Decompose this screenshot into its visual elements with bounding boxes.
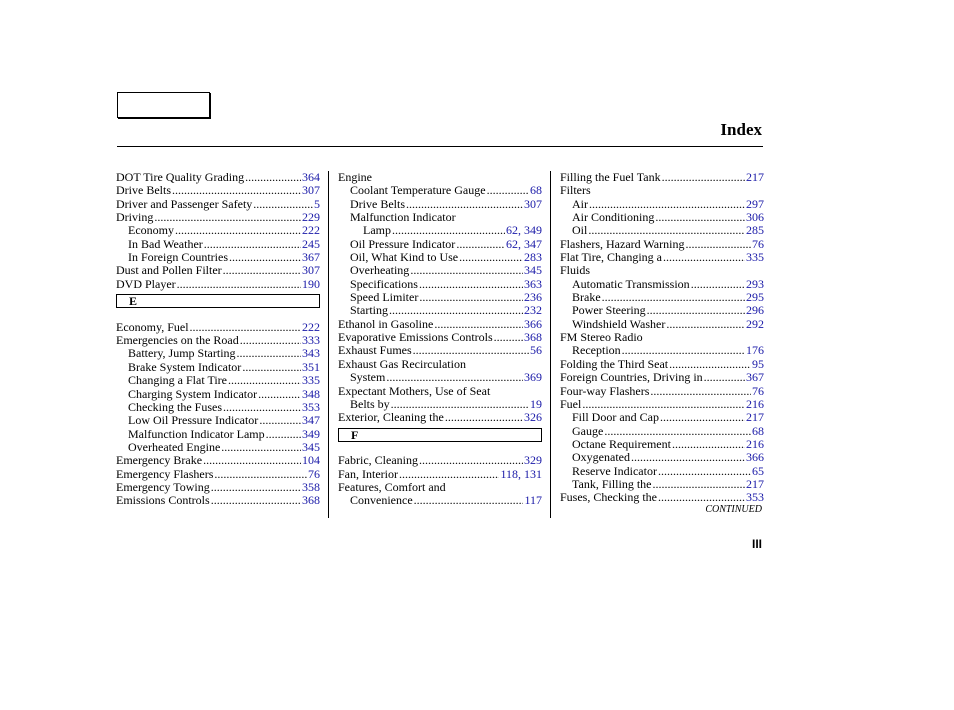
dot-leader bbox=[190, 321, 301, 334]
column-divider-1 bbox=[328, 171, 329, 518]
index-entry bbox=[116, 441, 320, 454]
index-entry bbox=[338, 411, 542, 424]
index-entry bbox=[560, 425, 764, 438]
section-letter: F bbox=[338, 428, 542, 442]
page-reference-link[interactable]: 285 bbox=[746, 223, 764, 238]
dot-leader bbox=[253, 198, 313, 211]
dot-leader bbox=[211, 481, 301, 494]
page-reference-link[interactable]: 222 bbox=[302, 223, 320, 238]
entry-label: Oil bbox=[572, 223, 588, 238]
entry-label: Reception bbox=[572, 343, 621, 358]
page-reference-link[interactable]: 345 bbox=[524, 263, 542, 278]
entry-label: Belts by bbox=[350, 396, 390, 411]
dot-leader bbox=[237, 347, 301, 360]
dot-leader bbox=[691, 278, 745, 291]
section-tab-box bbox=[117, 92, 210, 118]
page-reference-link[interactable]: 5 bbox=[314, 196, 320, 211]
dot-leader bbox=[175, 224, 301, 237]
page-reference-link[interactable]: 118, 131 bbox=[500, 466, 542, 481]
index-entry bbox=[560, 198, 764, 211]
dot-leader bbox=[223, 401, 301, 414]
index-entry bbox=[560, 211, 764, 224]
index-entry bbox=[560, 371, 764, 384]
dot-leader bbox=[419, 454, 523, 467]
section-letter: E bbox=[116, 294, 320, 308]
title-rule bbox=[117, 146, 763, 147]
index-entry bbox=[338, 264, 542, 277]
index-entry bbox=[560, 438, 764, 451]
page-reference-link[interactable]: 245 bbox=[302, 236, 320, 251]
page-reference-link[interactable]: 368 bbox=[524, 330, 542, 345]
page-reference-link[interactable]: 351 bbox=[302, 359, 320, 374]
dot-leader bbox=[658, 465, 751, 478]
index-entry bbox=[560, 291, 764, 304]
dot-leader bbox=[445, 411, 523, 424]
dot-leader bbox=[258, 388, 301, 401]
page-reference-link[interactable]: 62, 347 bbox=[506, 236, 542, 251]
entry-label: Flashers, Hazard Warning bbox=[560, 236, 685, 251]
entry-label: System bbox=[350, 370, 386, 385]
index-entry bbox=[560, 318, 764, 331]
entry-label: Brake System Indicator bbox=[128, 359, 242, 374]
page-reference-link[interactable]: 176 bbox=[746, 343, 764, 358]
index-entry bbox=[116, 454, 320, 467]
index-entry bbox=[116, 184, 320, 197]
entry-label: DOT Tire Quality Grading bbox=[116, 170, 245, 184]
spacer bbox=[116, 307, 320, 320]
index-entry bbox=[116, 224, 320, 237]
page-reference-link[interactable]: 216 bbox=[746, 396, 764, 411]
index-entry bbox=[560, 224, 764, 237]
dot-leader bbox=[589, 198, 745, 211]
entry-label: Fuel bbox=[560, 396, 582, 411]
index-entry bbox=[116, 481, 320, 494]
page-reference-link[interactable]: 366 bbox=[524, 316, 542, 331]
dot-leader bbox=[221, 441, 301, 454]
page-reference-link[interactable]: 363 bbox=[524, 276, 542, 291]
entry-label: Exhaust Fumes bbox=[338, 343, 412, 358]
dot-leader bbox=[653, 478, 746, 491]
entry-label: Malfunction Indicator Lamp bbox=[128, 426, 265, 441]
page-number: III bbox=[751, 537, 762, 551]
entry-label: Convenience bbox=[350, 493, 413, 508]
entry-label: Drive Belts bbox=[350, 196, 405, 211]
dot-leader bbox=[399, 468, 499, 481]
index-entry bbox=[338, 171, 542, 184]
page-reference-link[interactable]: 348 bbox=[302, 386, 320, 401]
page-reference-link[interactable]: 76 bbox=[308, 466, 320, 481]
continued-note: CONTINUED bbox=[705, 504, 762, 515]
page-reference-link[interactable]: 68 bbox=[530, 183, 542, 198]
index-entry bbox=[338, 251, 542, 264]
dot-leader bbox=[655, 211, 745, 224]
index-entry bbox=[116, 321, 320, 334]
index-entry bbox=[116, 388, 320, 401]
page-reference-link[interactable]: 364 bbox=[302, 170, 320, 184]
entry-label: Emergency Towing bbox=[116, 479, 210, 494]
entry-label: Overheating bbox=[350, 263, 410, 278]
page-reference-link[interactable]: 306 bbox=[746, 210, 764, 225]
dot-leader bbox=[172, 184, 301, 197]
dot-leader bbox=[669, 358, 751, 371]
dot-leader bbox=[410, 264, 523, 277]
page-reference-link[interactable]: 367 bbox=[746, 370, 764, 385]
index-entry bbox=[338, 224, 542, 237]
dot-leader bbox=[622, 344, 745, 357]
index-entry bbox=[560, 398, 764, 411]
page-reference-link[interactable]: 217 bbox=[746, 410, 764, 425]
index-entry bbox=[338, 198, 542, 211]
dot-leader bbox=[414, 494, 524, 507]
page-reference-link[interactable]: 358 bbox=[302, 479, 320, 494]
entry-label: Air bbox=[572, 196, 588, 211]
dot-leader bbox=[406, 198, 523, 211]
index-entry bbox=[116, 251, 320, 264]
dot-leader bbox=[177, 278, 301, 291]
entry-label: Expectant Mothers, Use of Seat bbox=[338, 383, 491, 398]
page-reference-link[interactable]: 369 bbox=[524, 370, 542, 385]
page-reference-link[interactable]: 68 bbox=[752, 423, 764, 438]
dot-leader bbox=[245, 171, 301, 184]
index-entry bbox=[116, 211, 320, 224]
index-entry bbox=[338, 291, 542, 304]
page-reference-link[interactable]: 349 bbox=[302, 426, 320, 441]
index-entry bbox=[560, 304, 764, 317]
page-reference-link[interactable]: 76 bbox=[752, 383, 764, 398]
entry-label: Exhaust Gas Recirculation bbox=[338, 356, 466, 371]
page-reference-link[interactable]: 296 bbox=[746, 303, 764, 318]
index-entry bbox=[116, 238, 320, 251]
dot-leader bbox=[392, 224, 505, 237]
index-entry bbox=[560, 171, 764, 184]
dot-leader bbox=[666, 318, 745, 331]
entry-label: Oil Pressure Indicator bbox=[350, 236, 456, 251]
entry-label: Folding the Third Seat bbox=[560, 356, 669, 371]
index-entry bbox=[116, 171, 320, 184]
index-entry bbox=[116, 264, 320, 277]
page-reference-link[interactable]: 236 bbox=[524, 290, 542, 305]
index-entry bbox=[560, 331, 764, 344]
dot-leader bbox=[229, 251, 301, 264]
dot-leader bbox=[240, 334, 301, 347]
index-entry bbox=[116, 198, 320, 211]
index-entry bbox=[116, 494, 320, 507]
entry-label: In Foreign Countries bbox=[128, 250, 228, 265]
entry-label: Power Steering bbox=[572, 303, 646, 318]
index-entry bbox=[116, 361, 320, 374]
index-column-1 bbox=[116, 171, 320, 508]
entry-label: Octane Requirement bbox=[572, 436, 671, 451]
page-reference-link[interactable]: 307 bbox=[302, 183, 320, 198]
page-reference-link[interactable]: 326 bbox=[524, 410, 542, 425]
index-entry bbox=[338, 184, 542, 197]
dot-leader bbox=[494, 331, 523, 344]
dot-leader bbox=[631, 451, 745, 464]
index-column-2 bbox=[338, 171, 542, 508]
index-entry bbox=[338, 344, 542, 357]
dot-leader bbox=[419, 291, 523, 304]
dot-leader bbox=[459, 251, 523, 264]
page-reference-link[interactable]: 222 bbox=[302, 319, 320, 334]
index-entry bbox=[116, 374, 320, 387]
index-entry bbox=[560, 278, 764, 291]
dot-leader bbox=[604, 425, 751, 438]
section-heading bbox=[116, 294, 320, 307]
index-entry bbox=[338, 398, 542, 411]
index-column-3 bbox=[560, 171, 764, 505]
entry-label: Starting bbox=[350, 303, 388, 318]
index-entry bbox=[560, 184, 764, 197]
page-reference-link[interactable]: 295 bbox=[746, 290, 764, 305]
entry-label: Fluids bbox=[560, 263, 591, 278]
entry-label: Reserve Indicator bbox=[572, 463, 657, 478]
entry-label: Engine bbox=[338, 170, 372, 184]
index-entry bbox=[338, 481, 542, 494]
dot-leader bbox=[204, 238, 301, 251]
entry-label: Speed Limiter bbox=[350, 290, 419, 305]
page-reference-link[interactable]: 368 bbox=[302, 493, 320, 508]
index-entry bbox=[338, 304, 542, 317]
page-reference-link[interactable]: 190 bbox=[302, 276, 320, 291]
dot-leader bbox=[419, 278, 523, 291]
index-entry bbox=[116, 278, 320, 291]
dot-leader bbox=[582, 398, 745, 411]
entry-label: Emergency Flashers bbox=[116, 466, 214, 481]
dot-leader bbox=[154, 211, 301, 224]
entry-label: Windshield Washer bbox=[572, 316, 666, 331]
section-heading bbox=[338, 428, 542, 441]
index-entry bbox=[338, 211, 542, 224]
dot-leader bbox=[413, 344, 529, 357]
index-entry bbox=[560, 451, 764, 464]
index-entry bbox=[338, 238, 542, 251]
dot-leader bbox=[389, 304, 523, 317]
entry-label: Changing a Flat Tire bbox=[128, 373, 228, 388]
spacer bbox=[338, 441, 542, 454]
dot-leader bbox=[242, 361, 301, 374]
entry-label: Exterior, Cleaning the bbox=[338, 410, 444, 425]
entry-label: Tank, Filling the bbox=[572, 476, 652, 491]
entry-label: Emissions Controls bbox=[116, 493, 210, 508]
entry-label: Charging System Indicator bbox=[128, 386, 258, 401]
dot-leader bbox=[456, 238, 505, 251]
page-reference-link[interactable]: 329 bbox=[524, 453, 542, 468]
entry-label: Malfunction Indicator bbox=[350, 210, 456, 225]
entry-label: DVD Player bbox=[116, 276, 176, 291]
page-title: Index bbox=[720, 120, 762, 139]
page-reference-link[interactable]: 366 bbox=[746, 450, 764, 465]
index-entry bbox=[338, 278, 542, 291]
dot-leader bbox=[660, 411, 745, 424]
index-entry bbox=[560, 264, 764, 277]
page-reference-link[interactable]: 232 bbox=[524, 303, 542, 318]
page-reference-link[interactable]: 56 bbox=[530, 343, 542, 358]
entry-label: Driving bbox=[116, 210, 154, 225]
dot-leader bbox=[228, 374, 301, 387]
page-reference-link[interactable]: 283 bbox=[524, 250, 542, 265]
entry-label: Filling the Fuel Tank bbox=[560, 170, 661, 184]
entry-label: Economy bbox=[128, 223, 174, 238]
dot-leader bbox=[658, 491, 745, 504]
page-reference-link[interactable]: 216 bbox=[746, 436, 764, 451]
page-reference-link[interactable]: 217 bbox=[746, 476, 764, 491]
dot-leader bbox=[704, 371, 745, 384]
dot-leader bbox=[203, 454, 301, 467]
entry-label: Ethanol in Gasoline bbox=[338, 316, 434, 331]
page-reference-link[interactable]: 229 bbox=[302, 210, 320, 225]
index-entry bbox=[338, 318, 542, 331]
entry-label: FM Stereo Radio bbox=[560, 330, 643, 345]
page-reference-link[interactable]: 117 bbox=[524, 493, 542, 508]
column-divider-2 bbox=[550, 171, 551, 518]
index-entry bbox=[560, 491, 764, 504]
index-entry bbox=[338, 385, 542, 398]
entry-label: Specifications bbox=[350, 276, 418, 291]
entry-label: Brake bbox=[572, 290, 601, 305]
page-reference-link[interactable]: 353 bbox=[302, 399, 320, 414]
index-entry bbox=[116, 428, 320, 441]
index-entry bbox=[560, 344, 764, 357]
page-reference-link[interactable]: 76 bbox=[752, 236, 764, 251]
dot-leader bbox=[685, 238, 751, 251]
entry-label: Features, Comfort and bbox=[338, 479, 446, 494]
index-entry bbox=[116, 401, 320, 414]
entry-label: Oxygenated bbox=[572, 450, 630, 465]
dot-leader bbox=[650, 385, 751, 398]
page-reference-link[interactable]: 104 bbox=[302, 453, 320, 468]
page-reference-link[interactable]: 345 bbox=[302, 439, 320, 454]
entry-label: Flat Tire, Changing a bbox=[560, 250, 663, 265]
entry-label: Oil, What Kind to Use bbox=[350, 250, 459, 265]
page-reference-link[interactable]: 297 bbox=[746, 196, 764, 211]
dot-leader bbox=[214, 468, 307, 481]
page-reference-link[interactable]: 217 bbox=[746, 170, 764, 184]
index-entry bbox=[116, 347, 320, 360]
page-reference-link[interactable]: 65 bbox=[752, 463, 764, 478]
page-reference-link[interactable]: 335 bbox=[746, 250, 764, 265]
index-entry bbox=[338, 371, 542, 384]
entry-label: Evaporative Emissions Controls bbox=[338, 330, 493, 345]
dot-leader bbox=[211, 494, 301, 507]
index-entry bbox=[338, 494, 542, 507]
page-reference-link[interactable]: 343 bbox=[302, 346, 320, 361]
index-entry bbox=[560, 251, 764, 264]
entry-label: Fuses, Checking the bbox=[560, 490, 657, 505]
dot-leader bbox=[434, 318, 523, 331]
page-reference-link[interactable]: 367 bbox=[302, 250, 320, 265]
dot-leader bbox=[223, 264, 301, 277]
dot-leader bbox=[266, 428, 301, 441]
dot-leader bbox=[259, 414, 301, 427]
entry-label: Driver and Passenger Safety bbox=[116, 196, 253, 211]
index-entry bbox=[560, 411, 764, 424]
page-reference-link[interactable]: 62, 349 bbox=[506, 223, 542, 238]
entry-label: Gauge bbox=[572, 423, 604, 438]
index-entry bbox=[338, 358, 542, 371]
dot-leader bbox=[391, 398, 529, 411]
entry-label: Emergencies on the Road bbox=[116, 333, 239, 348]
index-entry bbox=[116, 468, 320, 481]
page-reference-link[interactable]: 333 bbox=[302, 333, 320, 348]
entry-label: Air Conditioning bbox=[572, 210, 655, 225]
entry-label: Fabric, Cleaning bbox=[338, 453, 418, 468]
page-reference-link[interactable]: 292 bbox=[746, 316, 764, 331]
dot-leader bbox=[588, 224, 745, 237]
page-reference-link[interactable]: 293 bbox=[746, 276, 764, 291]
entry-label: Low Oil Pressure Indicator bbox=[128, 413, 259, 428]
entry-label: Checking the Fuses bbox=[128, 399, 222, 414]
entry-label: Four-way Flashers bbox=[560, 383, 650, 398]
dot-leader bbox=[386, 371, 523, 384]
page-reference-link[interactable]: 307 bbox=[524, 196, 542, 211]
entry-label: In Bad Weather bbox=[128, 236, 203, 251]
page-reference-link[interactable]: 307 bbox=[302, 263, 320, 278]
index-entry bbox=[338, 454, 542, 467]
page-reference-link[interactable]: 335 bbox=[302, 373, 320, 388]
entry-label: Coolant Temperature Gauge bbox=[350, 183, 486, 198]
index-entry bbox=[338, 331, 542, 344]
entry-label: Economy, Fuel bbox=[116, 319, 189, 334]
dot-leader bbox=[647, 304, 745, 317]
entry-label: Emergency Brake bbox=[116, 453, 203, 468]
dot-leader bbox=[663, 251, 745, 264]
page-reference-link[interactable]: 95 bbox=[752, 356, 764, 371]
entry-label: Foreign Countries, Driving in bbox=[560, 370, 703, 385]
page-reference-link[interactable]: 353 bbox=[746, 490, 764, 505]
index-entry bbox=[116, 414, 320, 427]
entry-label: Automatic Transmission bbox=[572, 276, 690, 291]
entry-label: Filters bbox=[560, 183, 591, 198]
entry-label: Fan, Interior bbox=[338, 466, 398, 481]
dot-leader bbox=[487, 184, 529, 197]
page-reference-link[interactable]: 347 bbox=[302, 413, 320, 428]
entry-label: Fill Door and Cap bbox=[572, 410, 659, 425]
index-entry bbox=[116, 334, 320, 347]
index-entry bbox=[560, 465, 764, 478]
entry-label: Drive Belts bbox=[116, 183, 171, 198]
entry-label: Dust and Pollen Filter bbox=[116, 263, 222, 278]
dot-leader bbox=[602, 291, 745, 304]
entry-label: Battery, Jump Starting bbox=[128, 346, 236, 361]
dot-leader bbox=[662, 171, 745, 184]
dot-leader bbox=[672, 438, 745, 451]
index-entry bbox=[560, 385, 764, 398]
index-entry bbox=[338, 468, 542, 481]
page-reference-link[interactable]: 19 bbox=[530, 396, 542, 411]
index-entry bbox=[560, 478, 764, 491]
index-entry bbox=[560, 238, 764, 251]
entry-label: Overheated Engine bbox=[128, 439, 221, 454]
entry-label: Lamp bbox=[363, 223, 391, 238]
index-entry bbox=[560, 358, 764, 371]
